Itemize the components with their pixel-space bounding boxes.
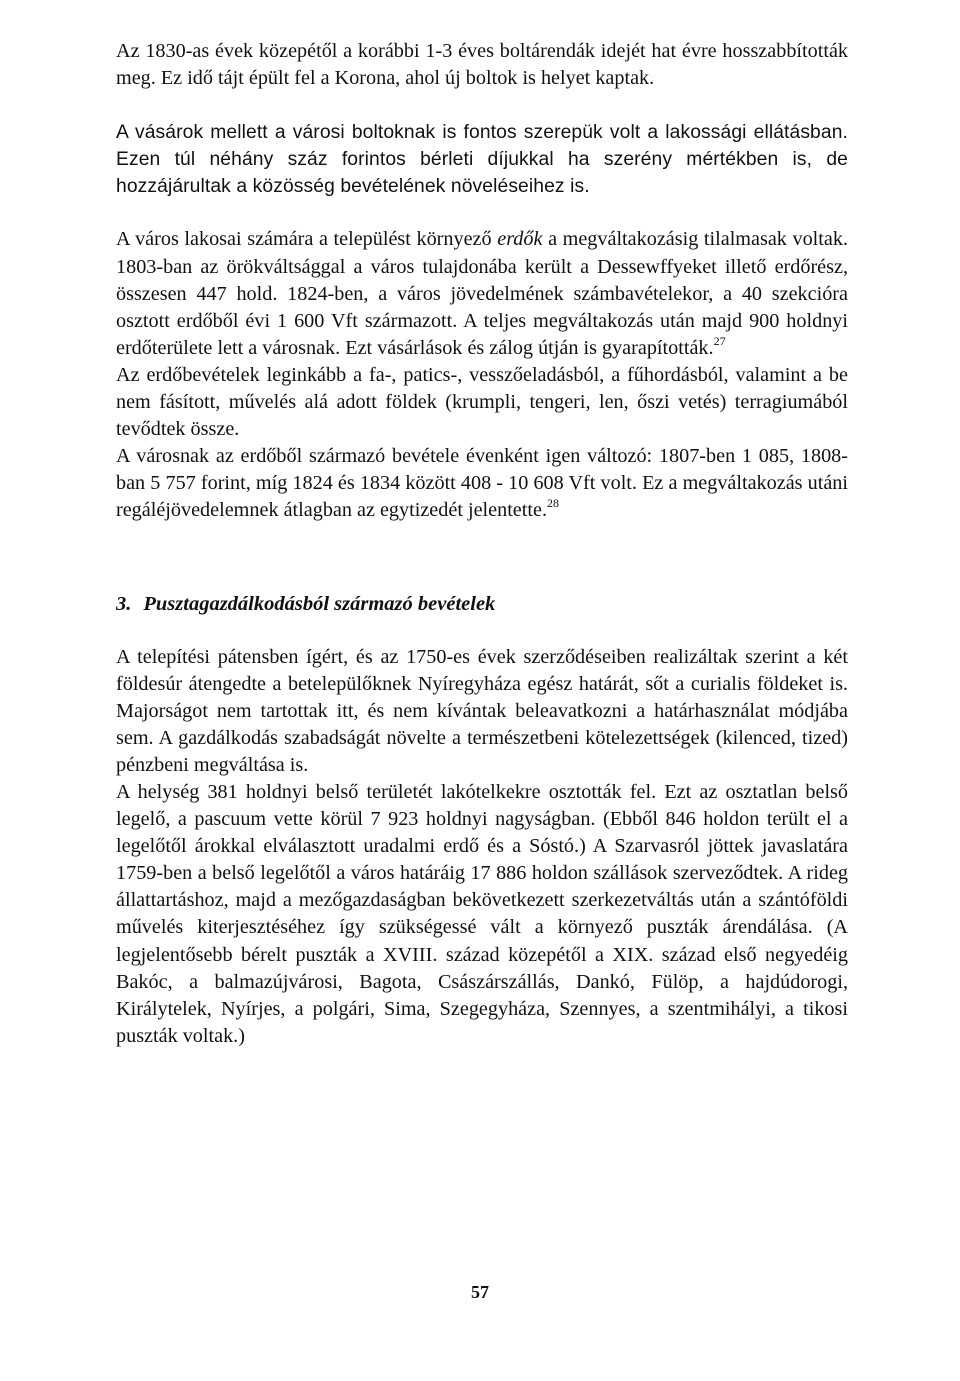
section-title: Pusztagazdálkodásból származó bevételek bbox=[143, 592, 496, 615]
paragraph-text: A vásárok mellett a városi boltoknak is fontos szerepük volt a lakossági ellátásban. Ezen túl néhány száz forintos bérleti díjukkal ha szerény mértékben is, de hozzájárultak a közösség bevételének növeléseihez is. bbox=[116, 122, 848, 198]
paragraph-text: Az erdőbevételek leginkább a fa-, patics-, vesszőeladásból, a fűhordásból, valamint a be nem fásított, művelés alá adott földek (krumpli, tengeri, len, őszi vetés) terragiumából tevődtek össze. bbox=[116, 363, 848, 441]
paragraph-forest-revenue bbox=[116, 443, 848, 524]
paragraph-text: A város lakosai számára a települést környező bbox=[116, 228, 498, 251]
paragraph-text: a megváltakozásig tilalmasak voltak. 1803-ban az örökváltsággal a város tulajdonába került a Dessewffyeket illető erdőrész, összesen 447 hold. 1824-ben, a város jövedelmének számbavételekor, a 40 szekcióra osztott erdőből évi 1 600 Vft származott. A teljes megváltakozás után majd 900 holdnyi erdőterülete lett a városnak. Ezt vásárlások és zálog útján is gyarapították. bbox=[116, 228, 848, 359]
paragraph-markets bbox=[116, 119, 848, 200]
paragraph-settlement-patent bbox=[116, 644, 848, 779]
footnote-marker: 27 bbox=[713, 333, 726, 348]
document-page bbox=[116, 38, 848, 1050]
paragraph-text: A telepítési pátensben ígért, és az 1750-es évek szerződéseiben realizáltak szerint a két földesúr átengedte a betelepülőknek Nyíregyháza egész határát, sőt a curialis földeket is. Majorságot nem tartottak itt, és nem kívántak beleavatkozni a határhasználat módjába sem. A gazdálkodás szabadságát növelte a természetbeni kötelezettségek (kilenced, tized) pénzbeni megváltása is. bbox=[116, 645, 848, 776]
footnote-marker: 28 bbox=[547, 496, 559, 511]
section-heading bbox=[116, 591, 848, 618]
paragraph-forest-income bbox=[116, 362, 848, 443]
paragraph-text: A városnak az erdőből származó bevétele évenként igen változó: 1807-ben 1 085, 1808-ban 5 757 forint, míg 1824 és 1834 között 408 - 10 608 Vft volt. Ez a megváltakozás utáni regáléjövedelemnek átlagban az egytizedét jelentette. bbox=[116, 445, 848, 522]
paragraph-text: A helység 381 holdnyi belső területét lakótelkekre osztották fel. Ezt az osztatlan belső legelő, a pascuum vette körül 7 923 holdnyi nagyságban. (Ebből 846 holdon terült el a legelőtől árokkal elválasztott uradalmi erdő és a Sóstó.) A Szarvasról jöttek javaslatára 1759-ben a belső legelőtől a város határáig 17 886 holdon szállások szerveződtek. A rideg állattartáshoz, majd a mezőgazdaságban bekövetkezett szerkezetváltás után a szántóföldi művelés kiterjesztéséhez így szükségessé vált a környező puszták árendálása. (A legjelentősebb bérelt puszták a XVIII. század közepétől a XIX. század első negyedéig Bakóc, a balmazújvárosi, Bagota, Császárszállás, Dankó, Fülöp, a hajdúdorogi, Királytelek, Nyírjes, a polgári, Sima, Szegegyháza, Szennyes, a szentmihályi, a tikosi puszták voltak.) bbox=[116, 780, 848, 1047]
italic-term: erdők bbox=[497, 228, 543, 251]
section-number: 3. bbox=[116, 592, 132, 615]
paragraph-text: Az 1830-as évek közepétől a korábbi 1-3 éves boltárendák idejét hat évre hosszabbították meg. Ez idő tájt épült fel a Korona, ahol új boltok is helyet kaptak. bbox=[116, 40, 848, 90]
paragraph-land-use bbox=[116, 779, 848, 1050]
page-number: 57 bbox=[471, 1282, 489, 1302]
paragraph-forests bbox=[116, 226, 848, 361]
paragraph-shop-leases bbox=[116, 38, 848, 92]
